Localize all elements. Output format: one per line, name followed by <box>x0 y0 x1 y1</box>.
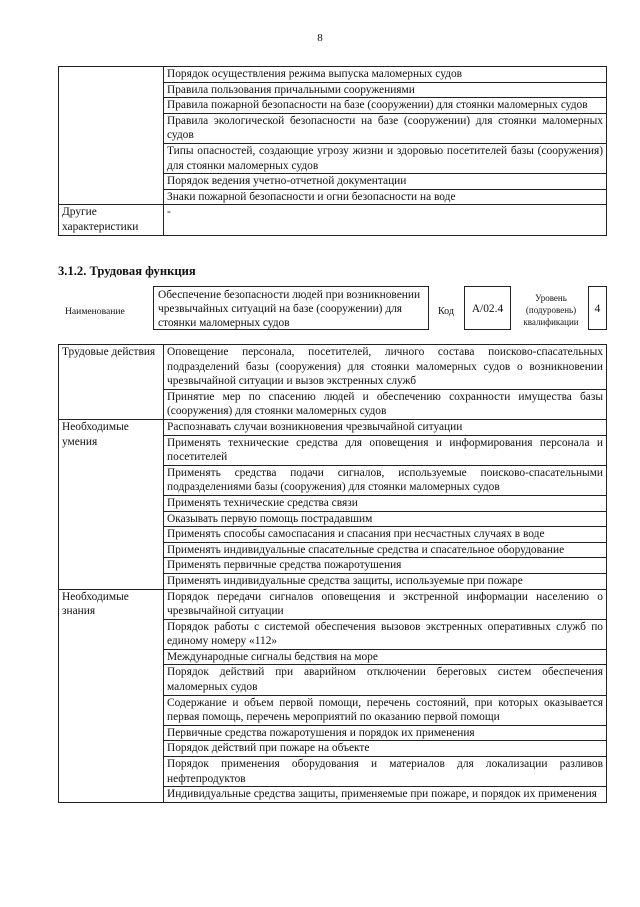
name-label: Наименование <box>65 306 125 317</box>
table-cell: Знаки пожарной безопасности и огни безопасности на воде <box>164 189 607 205</box>
table-cell: Содержание и объем первой помощи, перечень состояний, при которых оказывается первая помощь, перечень мероприятий по оказанию первой помощи <box>164 695 607 725</box>
table-row <box>59 189 607 205</box>
table-cell: Распознавать случаи возникновения чрезвычайной ситуации <box>164 419 607 435</box>
empty-label-cell <box>59 174 164 190</box>
group-label: Необходимые знания <box>59 589 164 802</box>
table-cell: Применять технические средства для оповещения и информирования персонала и посетителей <box>164 435 607 465</box>
table-row <box>59 113 607 143</box>
function-code: A/02.4 <box>464 286 511 330</box>
table-cell: Типы опасностей, создающие угрозу жизни и здоровью посетителей базы (сооружения) для стоянки маломерных судов <box>164 143 607 173</box>
table-cell: Порядок действий при аварийном отключении береговых систем обеспечения маломерных судов <box>164 665 607 695</box>
level-label: Уровень (подуровень) квалификации <box>523 293 579 327</box>
code-label: Код <box>438 306 454 317</box>
group-label: Трудовые действия <box>59 345 164 420</box>
empty-label-cell <box>59 67 164 83</box>
table-cell: Порядок действий при пожаре на объекте <box>164 741 607 757</box>
table-cell: Порядок ведения учетно-отчетной документации <box>164 174 607 190</box>
page-number: 8 <box>317 32 323 44</box>
table-row <box>59 419 607 435</box>
table-cell: Правила пожарной безопасности на базе (сооружении) для стоянки маломерных судов <box>164 98 607 114</box>
table-row <box>59 589 607 619</box>
other-characteristics-label: Другие характеристики <box>59 205 164 235</box>
table-cell: Применять способы самоспасания и спасания при несчастных случаях в воде <box>164 527 607 543</box>
function-header <box>58 286 607 330</box>
table-cell: Правила пользования причальными сооружениями <box>164 82 607 98</box>
table-cell: Оказывать первую помощь пострадавшим <box>164 511 607 527</box>
table-cell: Порядок осуществления режима выпуска маломерных судов <box>164 67 607 83</box>
table-row <box>59 82 607 98</box>
table-cell: Применять технические средства связи <box>164 495 607 511</box>
table-cell: Оповещение персонала, посетителей, личного состава поисково-спасательных подразделений базы (сооружения) для стоянки маломерных судов о возникновении чрезвычайной ситуации и вызов экстренных служб <box>164 345 607 390</box>
table-cell: Первичные средства пожаротушения и порядок их применения <box>164 725 607 741</box>
other-characteristics-value: - <box>164 205 607 235</box>
table-cell: Правила экологической безопасности на базе (сооружении) для стоянки маломерных судов <box>164 113 607 143</box>
table-row <box>59 345 607 390</box>
empty-label-cell <box>59 113 164 143</box>
group-label: Необходимые умения <box>59 419 164 589</box>
table-cell: Принятие мер по спасению людей и обеспечению сохранности имущества базы (сооружения) для стоянки маломерных судов <box>164 389 607 419</box>
table-cell: Индивидуальные средства защиты, применяемые при пожаре, и порядок их применения <box>164 787 607 803</box>
empty-label-cell <box>59 82 164 98</box>
section-title: 3.1.2. Трудовая функция <box>58 264 196 278</box>
table-cell: Порядок передачи сигналов оповещения и экстренной информации населению о чрезвычайной ситуации <box>164 589 607 619</box>
table-cell: Порядок работы с системой обеспечения вызовов экстренных оперативных служб по единому номеру «112» <box>164 619 607 649</box>
table-row <box>59 205 607 235</box>
table-cell: Международные сигналы бедствия на море <box>164 649 607 665</box>
table-cell: Применять индивидуальные спасательные средства и спасательное оборудование <box>164 542 607 558</box>
table-cell: Порядок применения оборудования и материалов для локализации разливов нефтепродуктов <box>164 757 607 787</box>
table-row <box>59 174 607 190</box>
empty-label-cell <box>59 98 164 114</box>
table-cell: Применять средства подачи сигналов, используемые поисково-спасательными подразделениями базы (сооружения) для стоянки маломерных судов <box>164 465 607 495</box>
empty-label-cell <box>59 189 164 205</box>
table-row <box>59 143 607 173</box>
continuation-table <box>58 66 607 236</box>
table-row <box>59 67 607 83</box>
function-name: Обеспечение безопасности людей при возникновении чрезвычайных ситуаций на базе (сооружении) для стоянки маломерных судов <box>153 286 429 330</box>
table-cell: Применять индивидуальные средства защиты, используемые при пожаре <box>164 573 607 589</box>
table-row <box>59 98 607 114</box>
function-table <box>58 344 607 803</box>
table-cell: Применять первичные средства пожаротушения <box>164 558 607 574</box>
level-value: 4 <box>588 286 607 330</box>
empty-label-cell <box>59 143 164 173</box>
